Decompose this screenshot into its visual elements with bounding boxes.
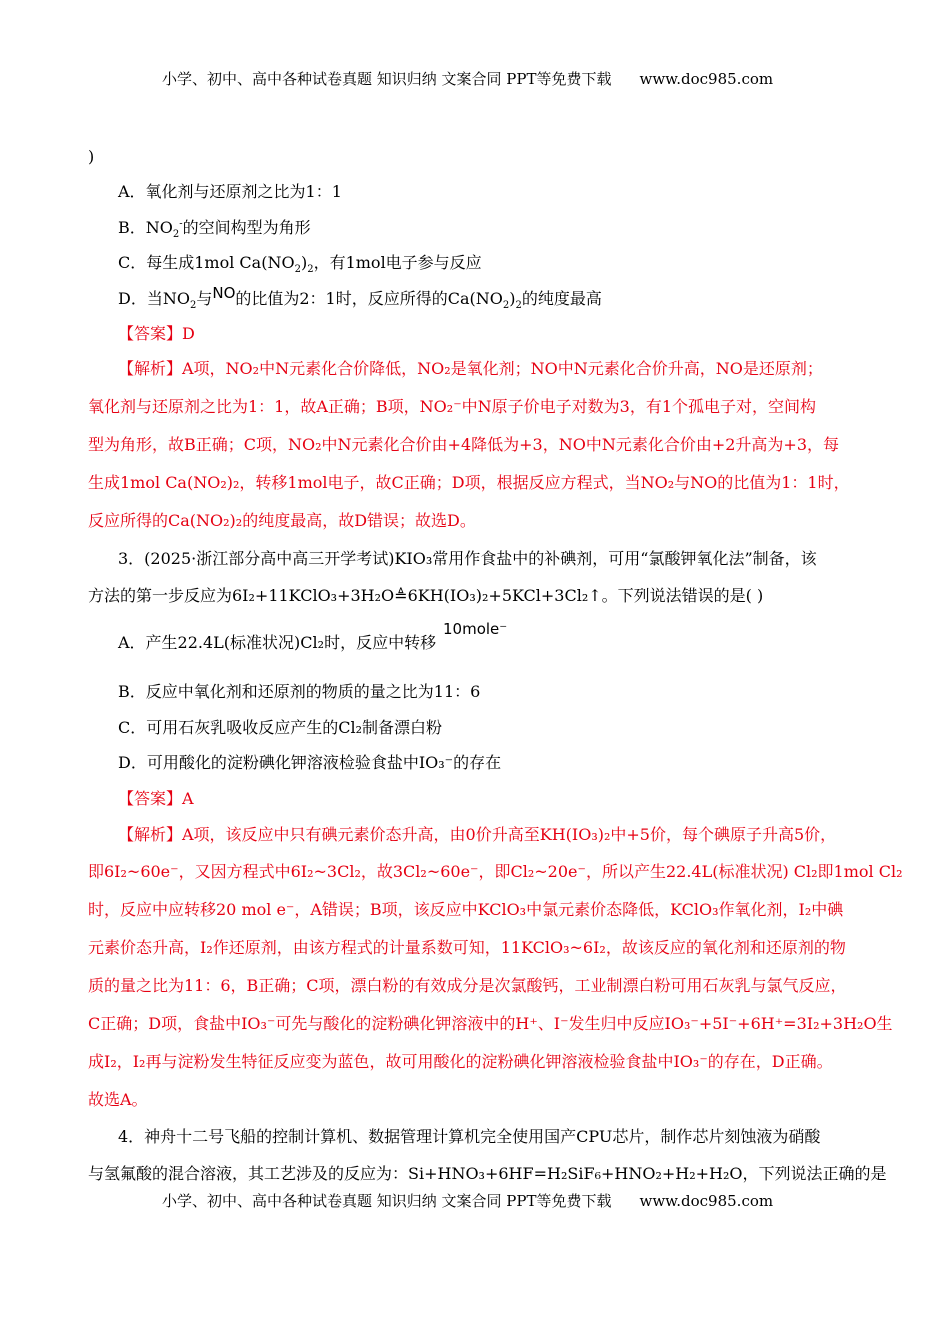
q3-explain-5: 质的量之比为11：6，B正确；C项，漂白粉的有效成分是次氯酸钙，工业制漂白粉可用石灰乳与氯气反应， (88, 976, 847, 995)
q3-explain-7: 成I₂，I₂再与淀粉发生特征反应变为蓝色，故可用酸化的淀粉碘化钾溶液检验食盐中IO₃⁻的存在，D正确。 (88, 1052, 833, 1071)
q3-option-a-electrons: 10mole⁻ (443, 620, 508, 638)
q2-explain-3: 型为角形，故B正确；C项，NO₂中N元素化合价由+4降低为+3，NO中N元素化合价由+2升高为+3，每 (88, 435, 839, 454)
q3-option-d: D．可用酸化的淀粉碘化钾溶液检验食盐中IO₃⁻的存在 (118, 753, 502, 772)
q3-explain-6: C正确；D项，食盐中IO₃⁻可先与酸化的淀粉碘化钾溶液中的H⁺、I⁻发生归中反应IO₃⁻+5I⁻+6H⁺=3I₂+3H₂O生 (88, 1014, 893, 1033)
q2-explain-1: 【解析】A项，NO₂中N元素化合价降低，NO₂是氧化剂；NO中N元素化合价升高，NO是还原剂； (118, 359, 823, 378)
q2-explain-2: 氧化剂与还原剂之比为1：1，故A正确；B项，NO₂⁻中N原子价电子对数为3，有1个孤电子对，空间构 (88, 397, 817, 416)
q3-explain-2: 即6I₂~60e⁻，又因方程式中6I₂~3Cl₂，故3Cl₂~60e⁻，即Cl₂~20e⁻，所以产生22.4L(标准状况) Cl₂即1mol Cl₂ (88, 862, 903, 881)
q3-option-a: A．产生22.4L(标准状况)Cl₂时，反应中转移 (118, 633, 437, 652)
q3-stem-2: 方法的第一步反应为6I₂+11KClO₃+3H₂O≜6KH(IO₃)₂+5KCl+3Cl₂↑。下列说法错误的是( ) (88, 586, 764, 605)
q3-stem-1: 3．(2025·浙江部分高中高三开学考试)KIO₃常用作食盐中的补碘剂，可用“氯酸钾氧化法”制备，该 (118, 549, 817, 568)
q4-stem-1: 4．神舟十二号飞船的控制计算机、数据管理计算机完全使用国产CPU芯片，制作芯片刻蚀液为硝酸 (118, 1127, 821, 1146)
q2-option-d: D．当$NO_2$与NO的比值为2：1时，反应所得的$Ca(NO_2)_2$的纯度最高 (118, 284, 602, 312)
q3-option-b: B．反应中氧化剂和还原剂的物质的量之比为11：6 (118, 682, 481, 701)
q3-option-c: C．可用石灰乳吸收反应产生的Cl₂制备漂白粉 (118, 718, 443, 737)
q3-explain-3: 时，反应中应转移20 mol e⁻，A错误；B项，该反应中KClO₃中氯元素价态降低，KClO₃作氧化剂，I₂中碘 (88, 900, 844, 919)
q3-explain-1: 【解析】A项，该反应中只有碘元素价态升高，由0价升高至KH(IO₃)₂中+5价，每个碘原子升高5价， (118, 825, 837, 844)
footer-site: www.doc985.com (639, 1192, 774, 1210)
q2-option-a: A．氧化剂与还原剂之比为1：1 (118, 182, 342, 201)
q3-explain-4: 元素价态升高，I₂作还原剂，由该方程式的计量系数可知，11KClO₃~6I₂，故该反应的氧化剂和还原剂的物 (88, 938, 846, 957)
page-footer (162, 1190, 773, 1212)
q2-explain-4: 生成1mol Ca(NO₂)₂，转移1mol电子，故C正确；D项，根据反应方程式，当NO₂与NO的比值为1：1时， (88, 473, 850, 492)
page-header (162, 68, 773, 90)
q4-stem-2: 与氢氟酸的混合溶液，其工艺涉及的反应为：Si+HNO₃+6HF=H₂SiF₆+HNO₂+H₂+H₂O，下列说法正确的是 (88, 1164, 887, 1183)
q3-answer: 【答案】A (118, 789, 194, 808)
q2-tail: ) (88, 147, 95, 166)
header-text: 小学、初中、高中各种试卷真题 知识归纳 文案合同 PPT等免费下载 (162, 70, 612, 88)
q2-explain-5: 反应所得的Ca(NO₂)₂的纯度最高，故D错误；故选D。 (88, 511, 476, 530)
q3-explain-8: 故选A。 (88, 1090, 148, 1109)
footer-text: 小学、初中、高中各种试卷真题 知识归纳 文案合同 PPT等免费下载 (162, 1192, 612, 1210)
q2-option-c: C．每生成1mol $Ca(NO_2)_2$，有1mol电子参与反应 (118, 253, 482, 276)
q2-answer: 【答案】D (118, 324, 195, 343)
no-formula: NO (212, 284, 236, 302)
header-site: www.doc985.com (639, 70, 774, 88)
q2-option-b: B．$NO_2^-$的空间构型为角形 (118, 218, 311, 241)
